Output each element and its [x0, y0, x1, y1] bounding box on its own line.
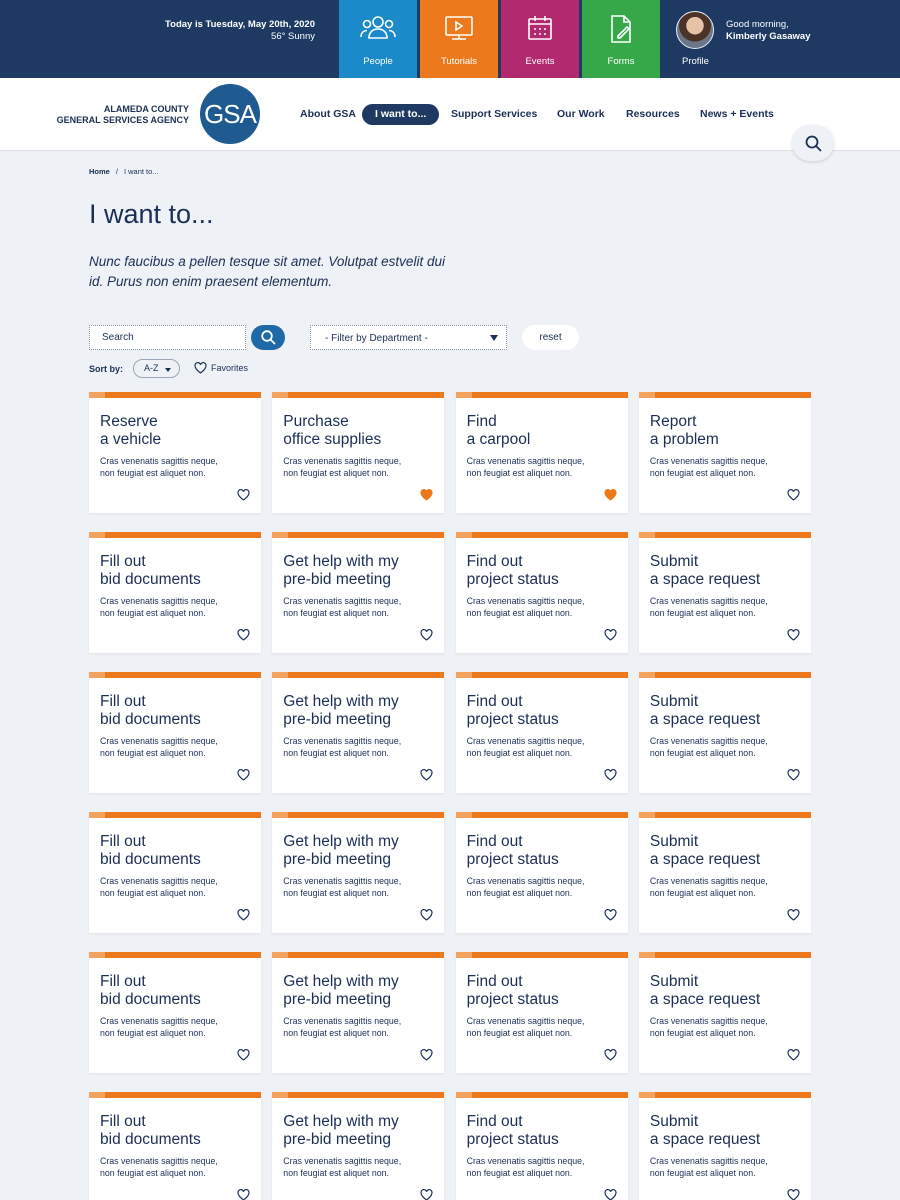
- card-title-line-1: Get help with my: [283, 833, 399, 850]
- card-description-line-1: Cras venenatis sagittis neque,: [466, 456, 585, 466]
- card-title-line-1: Get help with my: [283, 1113, 399, 1130]
- calendar-icon: [526, 14, 554, 42]
- favorite-heart-icon[interactable]: [237, 489, 250, 501]
- card-title: [283, 833, 438, 869]
- forms-icon: [608, 14, 634, 44]
- date-text: Today is Tuesday, May 20th, 2020: [165, 19, 315, 30]
- card-title-line-1: Fill out: [100, 1113, 146, 1130]
- favorite-heart-icon[interactable]: [604, 769, 617, 781]
- weather-text: 56° Sunny: [271, 31, 315, 42]
- card-description-line-1: Cras venenatis sagittis neque,: [466, 736, 585, 746]
- card-description-line-1: Cras venenatis sagittis neque,: [100, 1156, 218, 1166]
- tutorials-icon: [444, 14, 474, 42]
- site-header: [0, 78, 900, 151]
- card-title-line-1: Find out: [466, 973, 523, 990]
- favorites-label: Favorites: [211, 363, 249, 373]
- favorite-heart-icon[interactable]: [787, 629, 800, 641]
- card-description-line-2: non feugiat est aliquet non.: [466, 888, 573, 898]
- card-title: [283, 413, 438, 449]
- reset-button[interactable]: reset: [522, 325, 579, 350]
- favorite-heart-icon[interactable]: [604, 489, 617, 501]
- card-title: [650, 833, 805, 869]
- chevron-down-icon: [490, 335, 498, 341]
- card-title-line-2: office supplies: [283, 431, 382, 448]
- card-title: [100, 833, 255, 869]
- card-description: [283, 595, 438, 619]
- card-title: [283, 1113, 438, 1149]
- card-description-line-1: Cras venenatis sagittis neque,: [283, 736, 402, 746]
- favorite-heart-icon[interactable]: [604, 1049, 617, 1061]
- search-input[interactable]: [89, 325, 246, 350]
- task-card[interactable]: [272, 532, 444, 653]
- task-card[interactable]: [456, 532, 628, 653]
- card-title: [100, 693, 255, 729]
- task-card[interactable]: [639, 532, 811, 653]
- card-description-line-1: Cras venenatis sagittis neque,: [649, 1156, 768, 1166]
- card-description-line-1: Cras venenatis sagittis neque,: [100, 596, 218, 606]
- card-title: [467, 413, 622, 449]
- card-description-line-1: Cras venenatis sagittis neque,: [466, 1016, 585, 1026]
- forms-tile[interactable]: [582, 0, 660, 78]
- card-description-line-1: Cras venenatis sagittis neque,: [100, 876, 218, 886]
- card-title-line-1: Fill out: [100, 553, 146, 570]
- card-description-line-1: Cras venenatis sagittis neque,: [100, 456, 218, 466]
- card-title-line-2: bid documents: [100, 991, 201, 1008]
- card-title-line-2: project status: [466, 1131, 559, 1148]
- people-tile-label: People: [363, 56, 393, 67]
- card-title-line-2: project status: [466, 851, 559, 868]
- card-title: [650, 553, 805, 589]
- favorite-heart-icon[interactable]: [787, 769, 800, 781]
- card-description-line-2: non feugiat est aliquet non.: [283, 468, 389, 478]
- search-icon: [261, 330, 276, 345]
- nav-support-services[interactable]: Support Services: [451, 108, 538, 120]
- card-description: [650, 1155, 805, 1179]
- card-title-line-2: pre-bid meeting: [283, 851, 391, 868]
- card-description-line-1: Cras venenatis sagittis neque,: [283, 876, 402, 886]
- card-title: [100, 413, 255, 449]
- sort-select[interactable]: [133, 359, 180, 378]
- card-description-line-2: non feugiat est aliquet non.: [466, 608, 573, 618]
- task-card[interactable]: [456, 812, 628, 933]
- card-description-line-1: Cras venenatis sagittis neque,: [100, 736, 218, 746]
- favorite-heart-icon[interactable]: [237, 769, 250, 781]
- card-description-line-2: non feugiat est aliquet non.: [283, 1028, 389, 1038]
- task-card[interactable]: [639, 812, 811, 933]
- card-title-line-1: Report: [649, 413, 697, 430]
- favorite-heart-icon[interactable]: [787, 489, 800, 501]
- breadcrumb-current: I want to...: [123, 167, 159, 176]
- nav-news-events[interactable]: News + Events: [700, 108, 774, 120]
- favorite-heart-icon[interactable]: [420, 1189, 433, 1200]
- card-title-line-2: a space request: [649, 851, 761, 868]
- card-description-line-2: non feugiat est aliquet non.: [100, 1168, 206, 1178]
- greeting: [726, 19, 811, 43]
- card-title-line-1: Find out: [466, 693, 523, 710]
- card-title-line-1: Fill out: [100, 973, 146, 990]
- tutorials-tile[interactable]: [420, 0, 498, 78]
- card-title-line-1: Reserve: [100, 413, 158, 430]
- card-title-line-2: project status: [466, 991, 559, 1008]
- card-title-line-1: Get help with my: [283, 693, 399, 710]
- card-title-line-1: Fill out: [100, 693, 146, 710]
- card-description-line-2: non feugiat est aliquet non.: [649, 468, 756, 478]
- card-description-line-2: non feugiat est aliquet non.: [649, 608, 756, 618]
- card-description: [650, 875, 805, 899]
- favorite-heart-icon[interactable]: [787, 909, 800, 921]
- profile-label: Profile: [682, 56, 709, 67]
- card-description-line-2: non feugiat est aliquet non.: [466, 468, 573, 478]
- card-title: [283, 693, 438, 729]
- card-description-line-2: non feugiat est aliquet non.: [100, 608, 206, 618]
- favorite-heart-icon[interactable]: [604, 629, 617, 641]
- avatar[interactable]: [676, 11, 714, 49]
- card-description-line-2: non feugiat est aliquet non.: [649, 888, 756, 898]
- sort-label: Sort by:: [89, 364, 124, 374]
- card-description-line-1: Cras venenatis sagittis neque,: [100, 1016, 218, 1026]
- card-description-line-1: Cras venenatis sagittis neque,: [283, 1016, 402, 1026]
- favorite-heart-icon[interactable]: [420, 769, 433, 781]
- search-submit-button[interactable]: [251, 325, 285, 350]
- card-title: [100, 1113, 255, 1149]
- card-description: [467, 1015, 622, 1039]
- card-title-line-2: pre-bid meeting: [283, 1131, 391, 1148]
- agency-line-1: ALAMEDA COUNTY: [103, 104, 189, 114]
- task-card[interactable]: [89, 392, 261, 513]
- favorite-heart-icon[interactable]: [787, 1189, 800, 1200]
- task-card[interactable]: [639, 952, 811, 1073]
- card-description-line-1: Cras venenatis sagittis neque,: [649, 456, 768, 466]
- card-description-line-2: non feugiat est aliquet non.: [649, 748, 756, 758]
- card-description: [283, 1015, 438, 1039]
- task-card[interactable]: [89, 532, 261, 653]
- card-description: [283, 1155, 438, 1179]
- nav-i-want-to[interactable]: I want to...: [362, 104, 439, 125]
- card-description: [467, 735, 622, 759]
- top-utility-bar: [0, 0, 900, 78]
- card-description-line-1: Cras venenatis sagittis neque,: [466, 876, 585, 886]
- card-title-line-1: Find: [466, 413, 497, 430]
- card-description: [467, 875, 622, 899]
- favorite-heart-icon[interactable]: [420, 629, 433, 641]
- card-description-line-2: non feugiat est aliquet non.: [283, 608, 389, 618]
- card-description-line-1: Cras venenatis sagittis neque,: [466, 596, 585, 606]
- task-card[interactable]: [272, 392, 444, 513]
- card-title: [650, 1113, 805, 1149]
- card-description: [467, 595, 622, 619]
- task-card[interactable]: [272, 1092, 444, 1200]
- card-description: [100, 1155, 255, 1179]
- favorite-heart-icon[interactable]: [420, 909, 433, 921]
- card-title-line-1: Find out: [466, 1113, 523, 1130]
- card-title-line-1: Get help with my: [283, 973, 399, 990]
- card-description-line-2: non feugiat est aliquet non.: [283, 748, 389, 758]
- card-title: [650, 693, 805, 729]
- site-search-button[interactable]: [792, 125, 834, 161]
- favorite-heart-icon[interactable]: [604, 1189, 617, 1200]
- card-title-line-2: pre-bid meeting: [283, 991, 391, 1008]
- card-title: [467, 973, 622, 1009]
- task-card[interactable]: [89, 952, 261, 1073]
- card-description-line-1: Cras venenatis sagittis neque,: [649, 736, 768, 746]
- card-description: [650, 455, 805, 479]
- card-title-line-2: project status: [466, 571, 559, 588]
- card-title-line-2: a carpool: [466, 431, 531, 448]
- people-icon: [359, 14, 397, 42]
- card-description-line-2: non feugiat est aliquet non.: [100, 468, 206, 478]
- card-description-line-1: Cras venenatis sagittis neque,: [649, 1016, 768, 1026]
- card-description: [650, 735, 805, 759]
- task-card[interactable]: [89, 672, 261, 793]
- card-description: [100, 595, 255, 619]
- card-title: [650, 413, 805, 449]
- card-description-line-2: non feugiat est aliquet non.: [100, 748, 206, 758]
- search-icon: [805, 135, 822, 152]
- card-description-line-2: non feugiat est aliquet non.: [649, 1028, 756, 1038]
- card-description: [283, 455, 438, 479]
- card-description: [650, 595, 805, 619]
- card-title: [467, 833, 622, 869]
- card-description-line-2: non feugiat est aliquet non.: [100, 1028, 206, 1038]
- chevron-down-icon: [165, 368, 171, 372]
- page-title: I want to...: [89, 199, 214, 229]
- task-card[interactable]: [639, 672, 811, 793]
- card-title-line-1: Get help with my: [283, 553, 399, 570]
- card-description-line-2: non feugiat est aliquet non.: [283, 1168, 389, 1178]
- favorite-heart-icon[interactable]: [420, 1049, 433, 1061]
- task-card[interactable]: [456, 952, 628, 1073]
- card-title-line-1: Submit: [649, 693, 699, 710]
- card-description: [100, 1015, 255, 1039]
- favorites-filter[interactable]: [194, 362, 248, 374]
- card-title-line-2: project status: [466, 711, 559, 728]
- card-title: [100, 973, 255, 1009]
- tutorials-tile-label: Tutorials: [440, 56, 478, 67]
- card-description: [100, 455, 255, 479]
- card-description-line-2: non feugiat est aliquet non.: [466, 748, 573, 758]
- card-title: [467, 1113, 622, 1149]
- card-description-line-2: non feugiat est aliquet non.: [466, 1168, 573, 1178]
- events-tile-label: Events: [525, 56, 555, 67]
- card-title: [467, 693, 622, 729]
- profile-tile[interactable]: [664, 0, 900, 78]
- favorite-heart-icon[interactable]: [604, 909, 617, 921]
- card-description-line-2: non feugiat est aliquet non.: [100, 888, 206, 898]
- card-description: [100, 875, 255, 899]
- card-title-line-1: Submit: [649, 1113, 699, 1130]
- card-title-line-2: pre-bid meeting: [283, 571, 391, 588]
- card-title-line-2: pre-bid meeting: [283, 711, 391, 728]
- card-title-line-1: Purchase: [283, 413, 349, 430]
- events-tile[interactable]: [501, 0, 579, 78]
- task-card[interactable]: [456, 672, 628, 793]
- card-title-line-2: a vehicle: [100, 431, 162, 448]
- breadcrumb-home[interactable]: Home: [89, 167, 110, 176]
- card-description-line-1: Cras venenatis sagittis neque,: [283, 1156, 402, 1166]
- card-title-line-2: bid documents: [100, 571, 201, 588]
- department-filter-select[interactable]: [310, 325, 507, 350]
- card-title-line-2: a problem: [649, 431, 719, 448]
- favorite-heart-icon[interactable]: [787, 1049, 800, 1061]
- card-title-line-1: Submit: [649, 973, 699, 990]
- card-title-line-1: Find out: [466, 553, 523, 570]
- task-card-grid: [89, 392, 811, 1200]
- nav-about-gsa[interactable]: About GSA: [300, 108, 356, 120]
- favorite-heart-icon[interactable]: [237, 909, 250, 921]
- card-title-line-2: bid documents: [100, 1131, 201, 1148]
- greeting-text: Good morning,: [726, 19, 789, 30]
- task-card[interactable]: [89, 1092, 261, 1200]
- card-description: [283, 735, 438, 759]
- people-tile[interactable]: [339, 0, 417, 78]
- card-title: [283, 553, 438, 589]
- card-description-line-1: Cras venenatis sagittis neque,: [466, 1156, 585, 1166]
- agency-name[interactable]: [57, 104, 189, 126]
- card-title-line-2: a space request: [649, 711, 761, 728]
- task-card[interactable]: [639, 392, 811, 513]
- task-card[interactable]: [272, 812, 444, 933]
- card-description: [100, 735, 255, 759]
- card-description: [650, 1015, 805, 1039]
- task-card[interactable]: [456, 1092, 628, 1200]
- card-description-line-2: non feugiat est aliquet non.: [283, 888, 389, 898]
- heart-icon: [194, 362, 207, 374]
- sort-value: A-Z: [144, 363, 159, 373]
- card-description-line-2: non feugiat est aliquet non.: [466, 1028, 573, 1038]
- breadcrumb: [89, 167, 159, 176]
- card-description-line-2: non feugiat est aliquet non.: [649, 1168, 756, 1178]
- card-title-line-2: a space request: [649, 991, 761, 1008]
- card-title: [650, 973, 805, 1009]
- card-description: [467, 455, 622, 479]
- task-card[interactable]: [272, 672, 444, 793]
- card-title-line-1: Find out: [466, 833, 523, 850]
- favorite-heart-icon[interactable]: [237, 629, 250, 641]
- card-description-line-1: Cras venenatis sagittis neque,: [649, 596, 768, 606]
- nav-resources[interactable]: Resources: [626, 108, 680, 120]
- favorite-heart-icon[interactable]: [237, 1049, 250, 1061]
- card-description: [283, 875, 438, 899]
- gsa-logo[interactable]: GSA: [200, 84, 260, 144]
- card-title-line-2: a space request: [649, 571, 761, 588]
- card-description-line-1: Cras venenatis sagittis neque,: [283, 456, 402, 466]
- task-card[interactable]: [272, 952, 444, 1073]
- task-card[interactable]: [456, 392, 628, 513]
- card-title-line-1: Submit: [649, 833, 699, 850]
- card-title-line-2: bid documents: [100, 851, 201, 868]
- card-title: [100, 553, 255, 589]
- card-title-line-1: Submit: [649, 553, 699, 570]
- card-title-line-1: Fill out: [100, 833, 146, 850]
- department-filter-value: - Filter by Department -: [325, 333, 428, 344]
- card-description-line-1: Cras venenatis sagittis neque,: [283, 596, 402, 606]
- agency-line-2: GENERAL SERVICES AGENCY: [56, 115, 189, 125]
- task-card[interactable]: [89, 812, 261, 933]
- favorite-heart-icon[interactable]: [420, 489, 433, 501]
- user-name: Kimberly Gasaway: [726, 31, 811, 42]
- card-description-line-1: Cras venenatis sagittis neque,: [649, 876, 768, 886]
- task-card[interactable]: [639, 1092, 811, 1200]
- card-description: [467, 1155, 622, 1179]
- card-title-line-2: a space request: [649, 1131, 761, 1148]
- card-title: [283, 973, 438, 1009]
- forms-tile-label: Forms: [607, 56, 635, 67]
- page-intro: Nunc faucibus a pellen tesque sit amet. Volutpat estvelit dui id. Purus non enim praesent elementum.: [89, 254, 445, 289]
- favorite-heart-icon[interactable]: [237, 1189, 250, 1200]
- date-weather: [165, 19, 315, 43]
- nav-our-work[interactable]: Our Work: [557, 108, 605, 120]
- breadcrumb-separator: /: [115, 167, 118, 176]
- card-title-line-2: bid documents: [100, 711, 201, 728]
- card-title: [467, 553, 622, 589]
